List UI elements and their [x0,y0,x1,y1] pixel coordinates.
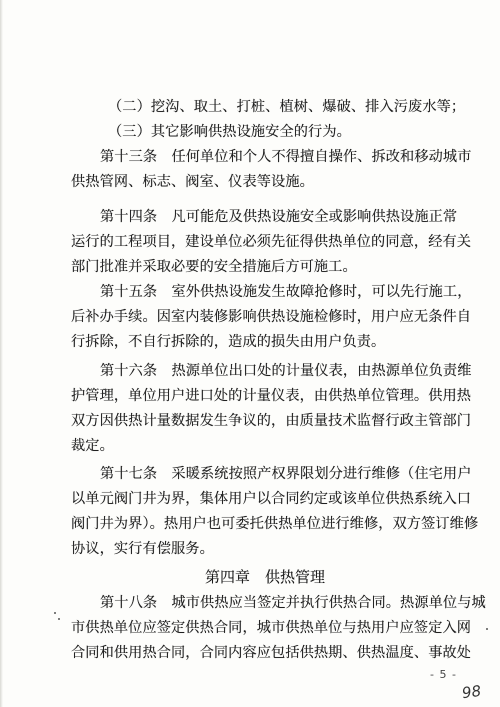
text-line: 运行的工程项目，建设单位必须先征得供热单位的同意，经有关 [71,234,472,250]
text-line: （三）其它影响供热设施安全的行为。 [108,124,351,140]
scan-speck [54,612,56,614]
scan-edge [0,0,3,707]
text-line: （二）挖沟、取土、打桩、植树、爆破、排入污废水等； [108,99,466,115]
text-line: 市供热单位应签定供热合同，城市供热单位与热用户应签定入网 [71,620,472,636]
text-line: 第十七条 采暖系统按照产权界限划分进行维修（住宅用户 [100,466,472,482]
text-line: 行拆除，不自行拆除的，造成的损失由用户负责。 [71,334,386,350]
text-line: 裁定。 [71,438,114,454]
scan-speck [58,618,60,620]
text-line: 第十八条 城市供热应当签定并执行供热合同。热源单位与城 [100,595,486,611]
chapter-heading: 第四章 供热管理 [205,568,326,586]
text-line: 后补办手续。因室内装修影响供热设施检修时，用户应无条件自 [71,309,472,325]
text-line: 第十四条 凡可能危及供热设施安全或影响供热设施正常 [100,209,458,225]
text-line: 协议，实行有偿服务。 [71,541,214,557]
text-line: 以单元阀门井为界，集体用户以合同约定或该单位供热系统入口 [71,491,472,507]
text-line: 第十六条 热源单位出口处的计量仪表，由热源单位负责维 [100,363,472,379]
text-line: 第十五条 室外供热设施发生故障抢修时，可以先行施工， [100,284,472,300]
text-line: 第十三条 任何单位和个人不得擅自操作、拆改和移动城市 [100,149,472,165]
handwritten-page-mark: 98 [460,681,483,703]
text-line: 护管理，单位用户进口处的计量仪表，由供热单位管理。供用热 [71,388,472,404]
text-line: 合同和供用热合同，合同内容应包括供热期、供热温度、事故处 [71,645,472,661]
text-line: 部门批准并采取必要的安全措施后方可施工。 [71,259,357,275]
text-line: 双方因供热计量数据发生争议的，由质量技术监督行政主管部门 [71,413,472,429]
text-line: 供热管网、标志、阀室、仪表等设施。 [71,174,314,190]
text-line: 阀门井为界）。热用户也可委托供热单位进行维修，双方签订维修 [71,516,479,532]
scan-speck [486,628,488,630]
page-number: - 5 - [430,668,457,681]
